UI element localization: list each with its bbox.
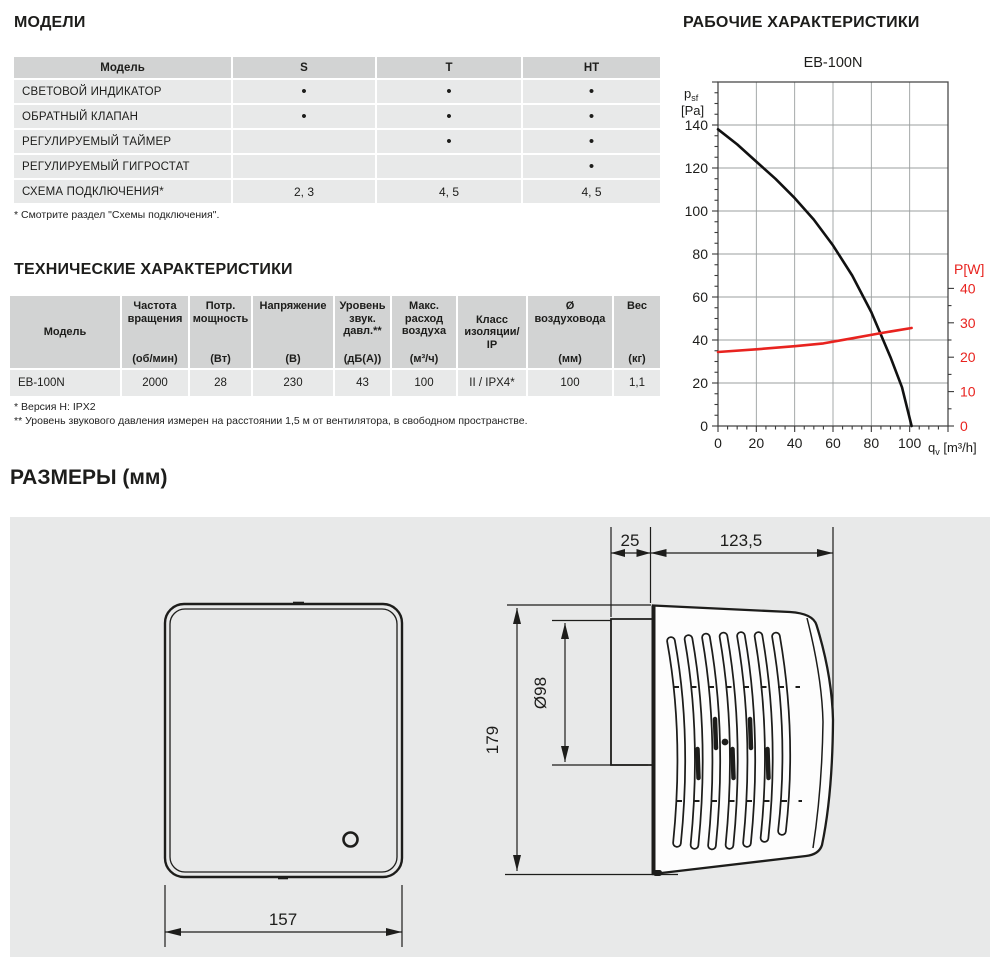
- specs-col-header: [458, 296, 526, 368]
- y-left-tick-label: 40: [692, 332, 708, 348]
- models-cell: [523, 155, 660, 178]
- y-right-tick-label: 20: [960, 349, 976, 366]
- specs-cell: 28: [190, 370, 251, 396]
- fan-front-view: [165, 603, 402, 878]
- specs-cell: 1,1: [614, 370, 660, 396]
- models-cell: [233, 105, 375, 128]
- x-tick-label: 80: [863, 435, 880, 451]
- blade-segment: [750, 719, 751, 748]
- specs-col-unit: (Вт): [210, 352, 231, 365]
- models-cell: [233, 130, 375, 153]
- dim-label-height: 179: [483, 725, 502, 755]
- y-right-tick-label: 10: [960, 383, 976, 400]
- specs-footnote-2: ** Уровень звукового давления измерен на расстоянии 1,5 м от вентилятора, в свободном пространстве.: [14, 415, 528, 427]
- specs-cell: 230: [253, 370, 333, 396]
- x-axis-label: $q_v$ [m³/h]: [928, 440, 977, 457]
- specs-col-title: Частота вращения: [127, 300, 183, 325]
- models-cell: [523, 105, 660, 128]
- y-right-tick-label: 0: [960, 418, 968, 434]
- models-section-title: МОДЕЛИ: [14, 14, 86, 31]
- models-col-header-S: S: [233, 57, 375, 78]
- models-table-footnote: * Смотрите раздел "Схемы подключения".: [14, 209, 220, 221]
- specs-col-header: [614, 296, 660, 368]
- specs-col-header: [190, 296, 251, 368]
- chart-grid: [718, 82, 948, 426]
- specs-cell: 43: [335, 370, 390, 396]
- models-col-header-model: Модель: [14, 57, 231, 78]
- feature-dot: •: [588, 132, 595, 150]
- specs-col-unit: (об/мин): [132, 352, 178, 365]
- specs-col-title: Потр. мощность: [192, 300, 249, 325]
- models-cell: [377, 180, 521, 203]
- fan-side-view: [611, 606, 833, 877]
- specs-col-title: Напряжение: [259, 300, 327, 312]
- models-row-label: СХЕМА ПОДКЛЮЧЕНИЯ*: [14, 180, 231, 203]
- x-tick-label: 40: [786, 435, 803, 451]
- y-left-tick-label: 0: [700, 418, 708, 434]
- chart-tick-labels: [685, 117, 976, 451]
- specs-col-header: [253, 296, 333, 368]
- dim-duct-diameter: [552, 621, 648, 766]
- blade-segment: [698, 749, 699, 778]
- dim-label-duct-length: 25: [620, 531, 640, 550]
- models-table: [14, 57, 660, 203]
- specs-col-header: [122, 296, 188, 368]
- y-left-tick-label: 60: [692, 289, 708, 305]
- specs-cell: 100: [528, 370, 612, 396]
- specs-cell: EB-100N: [10, 370, 120, 396]
- models-cell: [523, 180, 660, 203]
- feature-dot: •: [446, 107, 452, 125]
- models-cell: [523, 130, 660, 153]
- feature-dot: •: [446, 82, 452, 100]
- y-left-axis-unit: [Pa]: [681, 103, 705, 118]
- specs-col-title: Макс. расход воздуха: [401, 300, 447, 337]
- specs-col-title: Ø воздуховода: [534, 300, 606, 325]
- dimensions-panel: [10, 517, 990, 957]
- y-left-axis-label: $p_{sf}$: [684, 86, 699, 103]
- specs-section-title: ТЕХНИЧЕСКИЕ ХАРАКТЕРИСТИКИ: [14, 261, 293, 278]
- y-left-tick-label: 120: [684, 160, 708, 176]
- x-tick-label: 20: [748, 435, 765, 451]
- models-row-label: РЕГУЛИРУЕМЫЙ ГИГРОСТАТ: [14, 155, 231, 178]
- models-col-header-HT: HT: [523, 57, 660, 78]
- x-tick-label: 0: [714, 435, 722, 451]
- chart-title: EB-100N: [803, 55, 863, 71]
- specs-col-header: [335, 296, 390, 368]
- y-right-axis-label: P[W]: [954, 261, 985, 277]
- y-left-tick-label: 140: [684, 117, 708, 133]
- specs-col-unit: (мм): [558, 352, 582, 365]
- specs-table-footnotes: [14, 400, 664, 428]
- specs-table: [10, 296, 660, 396]
- y-left-tick-label: 80: [692, 246, 708, 262]
- feature-dot: •: [588, 107, 595, 125]
- y-right-tick-label: 40: [960, 280, 976, 297]
- specs-col-title: Класс изоляции/ IP: [464, 313, 520, 351]
- dim-label-duct-diameter: Ø98: [531, 676, 550, 710]
- specs-col-unit: (кг): [628, 352, 646, 365]
- feature-dot: •: [446, 132, 452, 150]
- feature-dot: •: [301, 82, 307, 100]
- x-tick-label: 60: [825, 435, 841, 451]
- models-cell: [377, 105, 521, 128]
- y-left-tick-label: 20: [692, 375, 708, 391]
- models-cell: [233, 180, 375, 203]
- specs-col-header: [10, 296, 120, 368]
- specs-col-title: Вес: [626, 300, 648, 312]
- models-cell: [377, 80, 521, 103]
- specs-col-header: [528, 296, 612, 368]
- performance-section-title: РАБОЧИЕ ХАРАКТЕРИСТИКИ: [683, 14, 920, 31]
- models-cell-value: 4, 5: [438, 184, 459, 199]
- models-cell: [377, 155, 521, 178]
- models-cell: [377, 130, 521, 153]
- models-cell: [233, 80, 375, 103]
- models-cell-value: 4, 5: [581, 184, 602, 199]
- models-row-label: РЕГУЛИРУЕМЫЙ ТАЙМЕР: [14, 130, 231, 153]
- feature-dot: •: [588, 82, 595, 100]
- dimensions-section-title: РАЗМЕРЫ (мм): [10, 466, 168, 489]
- curve-static-pressure: [718, 129, 912, 426]
- x-tick-label: 100: [897, 435, 922, 451]
- dim-label-front-width: 157: [268, 910, 298, 929]
- specs-footnote-1: * Версия H: IPX2: [14, 401, 96, 413]
- feature-dot: •: [301, 107, 307, 125]
- chart-plot-area: [685, 82, 976, 451]
- models-row-label: СВЕТОВОЙ ИНДИКАТОР: [14, 80, 231, 103]
- models-cell-value: 2, 3: [293, 184, 314, 199]
- models-cell: [233, 155, 375, 178]
- specs-col-header: [392, 296, 456, 368]
- blade-segment: [768, 749, 769, 778]
- dim-label-body-depth: 123,5: [719, 531, 763, 550]
- specs-cell: II / IPX4*: [458, 370, 526, 396]
- specs-col-title: Модель: [43, 326, 87, 339]
- models-row-label: ОБРАТНЫЙ КЛАПАН: [14, 105, 231, 128]
- blade-segment: [715, 719, 716, 748]
- dimensions-drawing: [10, 517, 990, 957]
- specs-col-title: Уровень звук. давл.**: [339, 300, 386, 337]
- indicator-light: [344, 833, 358, 847]
- blade-segment: [733, 749, 734, 778]
- specs-cell: 100: [392, 370, 456, 396]
- specs-col-unit: (дБ(А)): [343, 352, 382, 365]
- specs-col-unit: (В): [285, 352, 301, 365]
- models-cell: [523, 80, 660, 103]
- performance-chart: [660, 40, 1000, 474]
- duct-outline: [611, 619, 653, 765]
- y-left-tick-label: 100: [684, 203, 708, 219]
- y-right-tick-label: 30: [960, 314, 976, 331]
- specs-col-unit: (м³/ч): [409, 352, 439, 365]
- specs-cell: 2000: [122, 370, 188, 396]
- feature-dot: •: [588, 157, 595, 175]
- models-col-header-T: T: [377, 57, 521, 78]
